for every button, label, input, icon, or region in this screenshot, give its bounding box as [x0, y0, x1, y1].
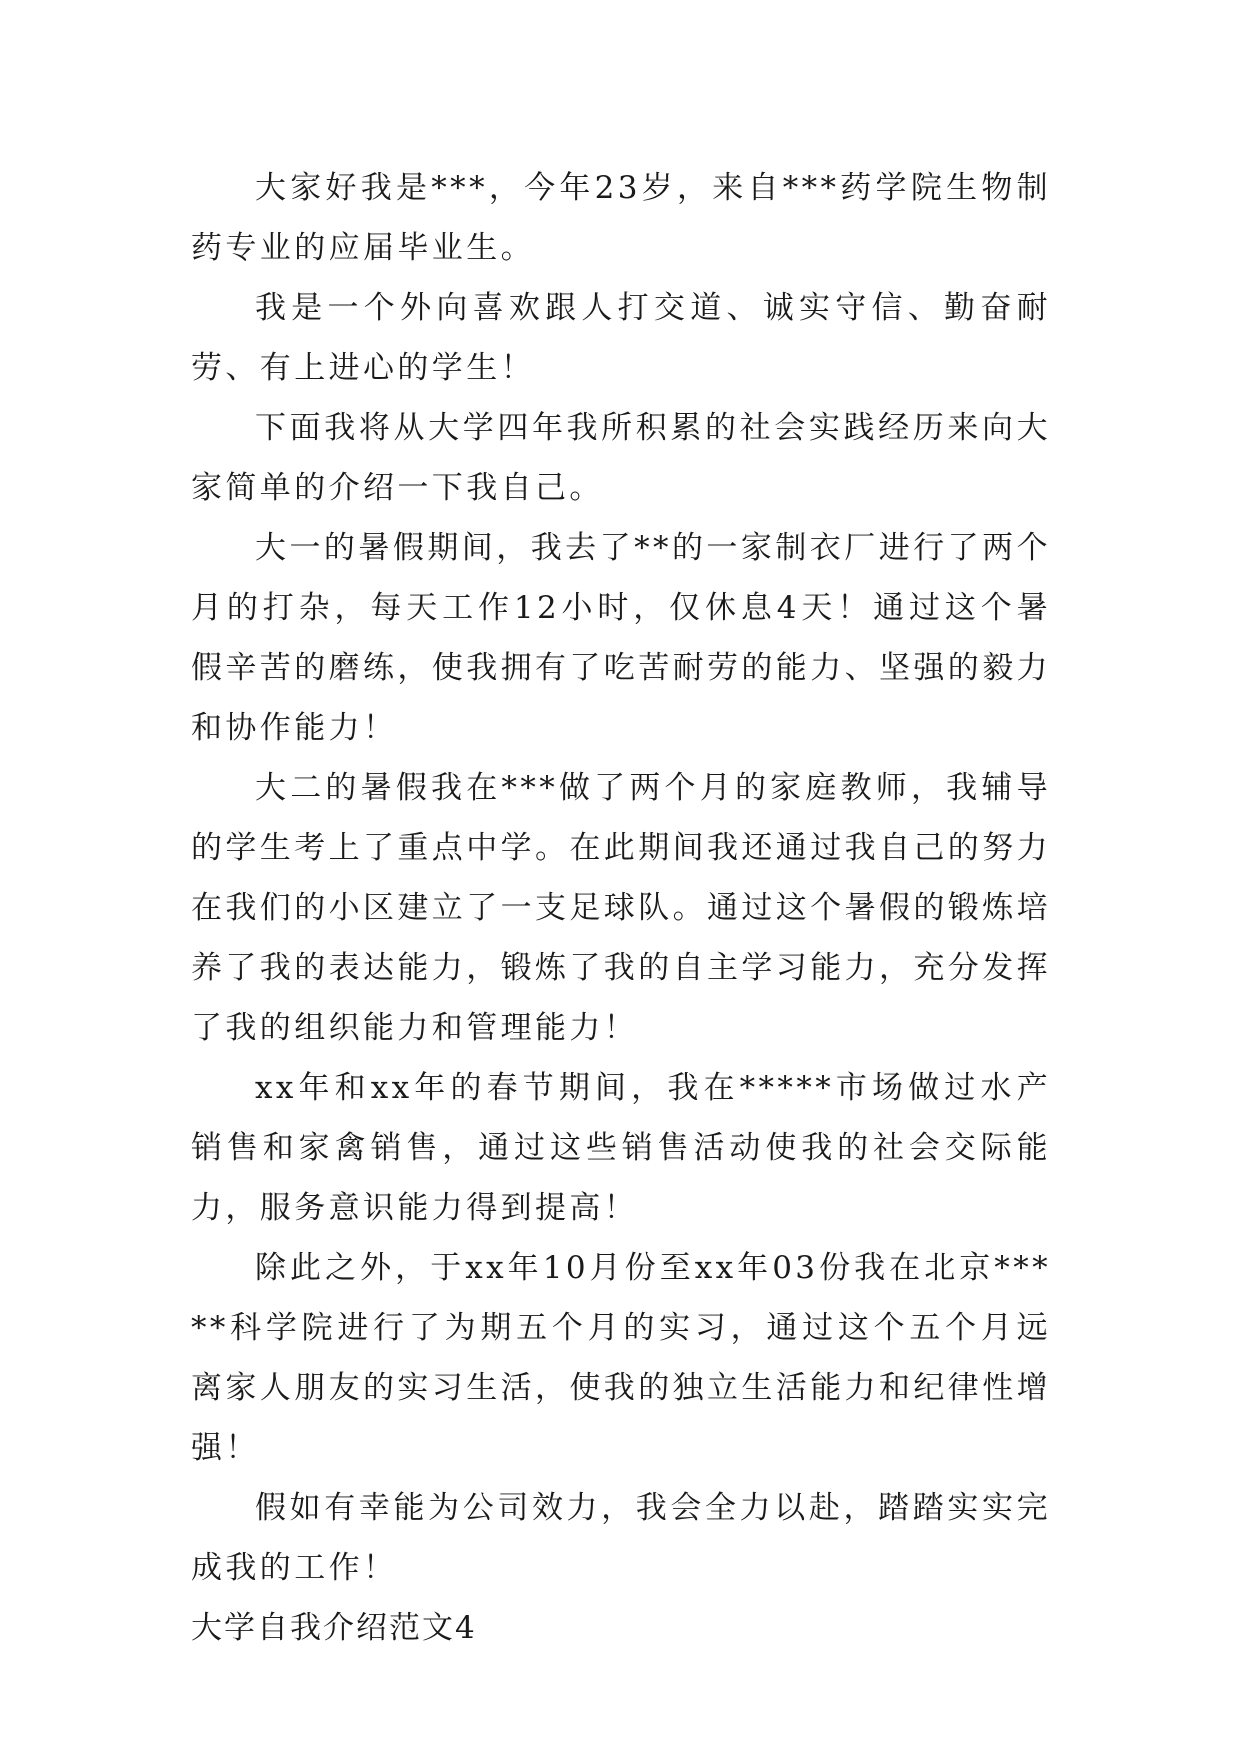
- section-heading: 大学自我介绍范文4: [191, 1610, 477, 1646]
- paragraph-personality: 我是一个外向喜欢跟人打交道、诚实守信、勤奋耐劳、有上进心的学生！: [191, 290, 1051, 386]
- paragraph-spring-festival-sales: xx年和xx年的春节期间，我在*****市场做过水产销售和家禽销售，通过这些销售活动使我的社会交际能力，服务意识能力得到提高！: [191, 1070, 1051, 1226]
- paragraph-freshman-summer: 大一的暑假期间，我去了**的一家制衣厂进行了两个月的打杂，每天工作12小时，仅休息4天！通过这个暑假辛苦的磨练，使我拥有了吃苦耐劳的能力、坚强的毅力和协作能力！: [191, 530, 1051, 746]
- paragraph-closing: 假如有幸能为公司效力，我会全力以赴，踏踏实实完成我的工作！: [191, 1490, 1051, 1586]
- paragraph-transition: 下面我将从大学四年我所积累的社会实践经历来向大家简单的介绍一下我自己。: [191, 410, 1051, 506]
- paragraph-introduction: 大家好我是***，今年23岁，来自***药学院生物制药专业的应届毕业生。: [191, 170, 1051, 266]
- document-body: [191, 158, 1051, 1658]
- paragraph-internship: 除此之外，于xx年10月份至xx年03份我在北京*****科学院进行了为期五个月的实习，通过这个五个月远离家人朋友的实习生活，使我的独立生活能力和纪律性增强！: [191, 1250, 1051, 1466]
- paragraph-sophomore-summer: 大二的暑假我在***做了两个月的家庭教师，我辅导的学生考上了重点中学。在此期间我还通过我自己的努力在我们的小区建立了一支足球队。通过这个暑假的锻炼培养了我的表达能力，锻炼了我的自主学习能力，充分发挥了我的组织能力和管理能力！: [191, 770, 1051, 1046]
